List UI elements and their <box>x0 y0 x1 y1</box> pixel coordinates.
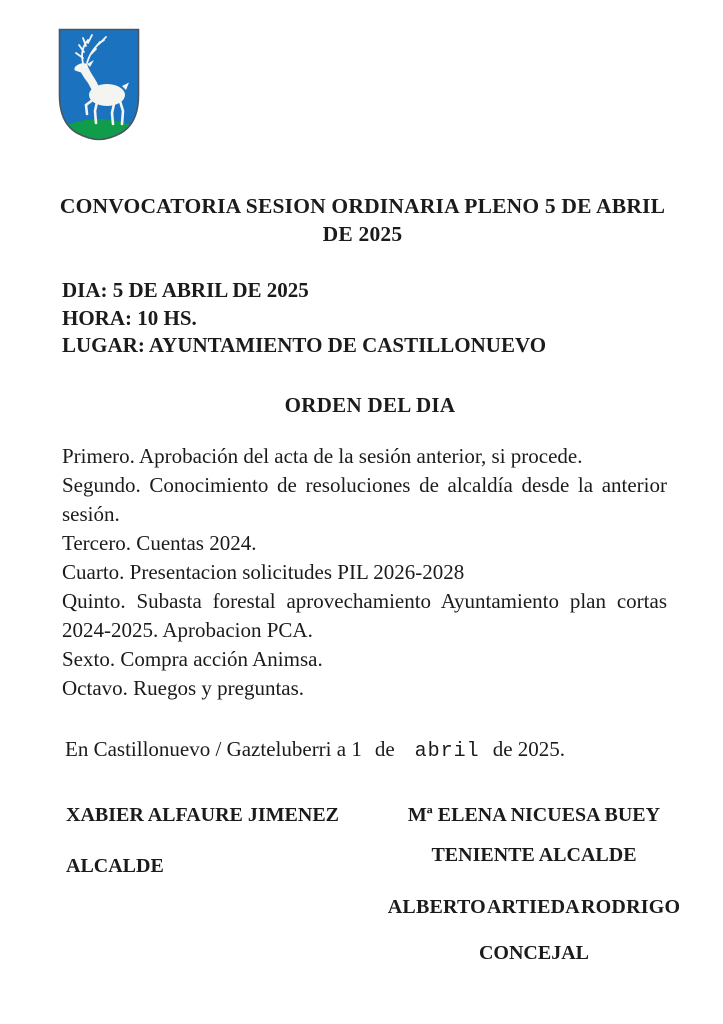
dateline-suffix: de 2025. <box>492 737 566 761</box>
signature-name-concejal: ALBERTO ARTIEDA RODRIGO <box>387 896 681 918</box>
castillonuevo-coat-of-arms-icon <box>57 27 141 143</box>
agenda-item-quinto: Quinto. Subasta forestal aprovechamiento Ayuntamiento plan cortas 2024-2025. Aprobacion PCA. <box>62 589 667 642</box>
signature-role-teniente-alcalde: TENIENTE ALCALDE <box>431 844 637 866</box>
crest-svg <box>57 27 141 143</box>
meeting-day: DIA: 5 DE ABRIL DE 2025 <box>62 278 309 302</box>
agenda-item-cuarto: Cuarto. Presentacion solicitudes PIL 2026-2028 <box>62 560 465 584</box>
signature-name-alcalde: XABIER ALFAURE JIMENEZ <box>66 804 339 826</box>
dateline <box>65 737 565 763</box>
meeting-info <box>62 277 546 360</box>
agenda-list <box>62 442 667 703</box>
document-title-line2: DE 2025 <box>322 222 403 246</box>
signature-name-teniente-alcalde: Mª ELENA NICUESA BUEY <box>407 804 661 826</box>
document-title <box>55 192 670 248</box>
agenda-item-tercero: Tercero. Cuentas 2024. <box>62 531 257 555</box>
signature-role-alcalde: ALCALDE <box>66 855 164 877</box>
agenda-item-segundo: Segundo. Conocimiento de resoluciones de alcaldía desde la anterior sesión. <box>62 473 667 526</box>
dateline-de: de <box>374 737 395 761</box>
dateline-prefix: En Castillonuevo / Gazteluberri a 1 <box>65 737 362 761</box>
agenda-item-sexto: Sexto. Compra acción Animsa. <box>62 647 323 671</box>
agenda-item-primero: Primero. Aprobación del acta de la sesión anterior, si procede. <box>62 444 583 468</box>
document-title-line1: CONVOCATORIA SESION ORDINARIA PLENO 5 DE ABRIL <box>59 194 666 218</box>
agenda-heading: ORDEN DEL DIA <box>284 393 456 417</box>
meeting-time: HORA: 10 HS. <box>62 305 197 330</box>
dateline-month: abril <box>414 740 480 763</box>
agenda-item-octavo: Octavo. Ruegos y preguntas. <box>62 676 305 700</box>
signature-role-concejal: CONCEJAL <box>478 942 589 964</box>
signature-block-alcalde <box>66 804 339 878</box>
meeting-place: LUGAR: AYUNTAMIENTO DE CASTILLONUEVO <box>62 333 547 357</box>
signature-block-right <box>368 804 700 965</box>
